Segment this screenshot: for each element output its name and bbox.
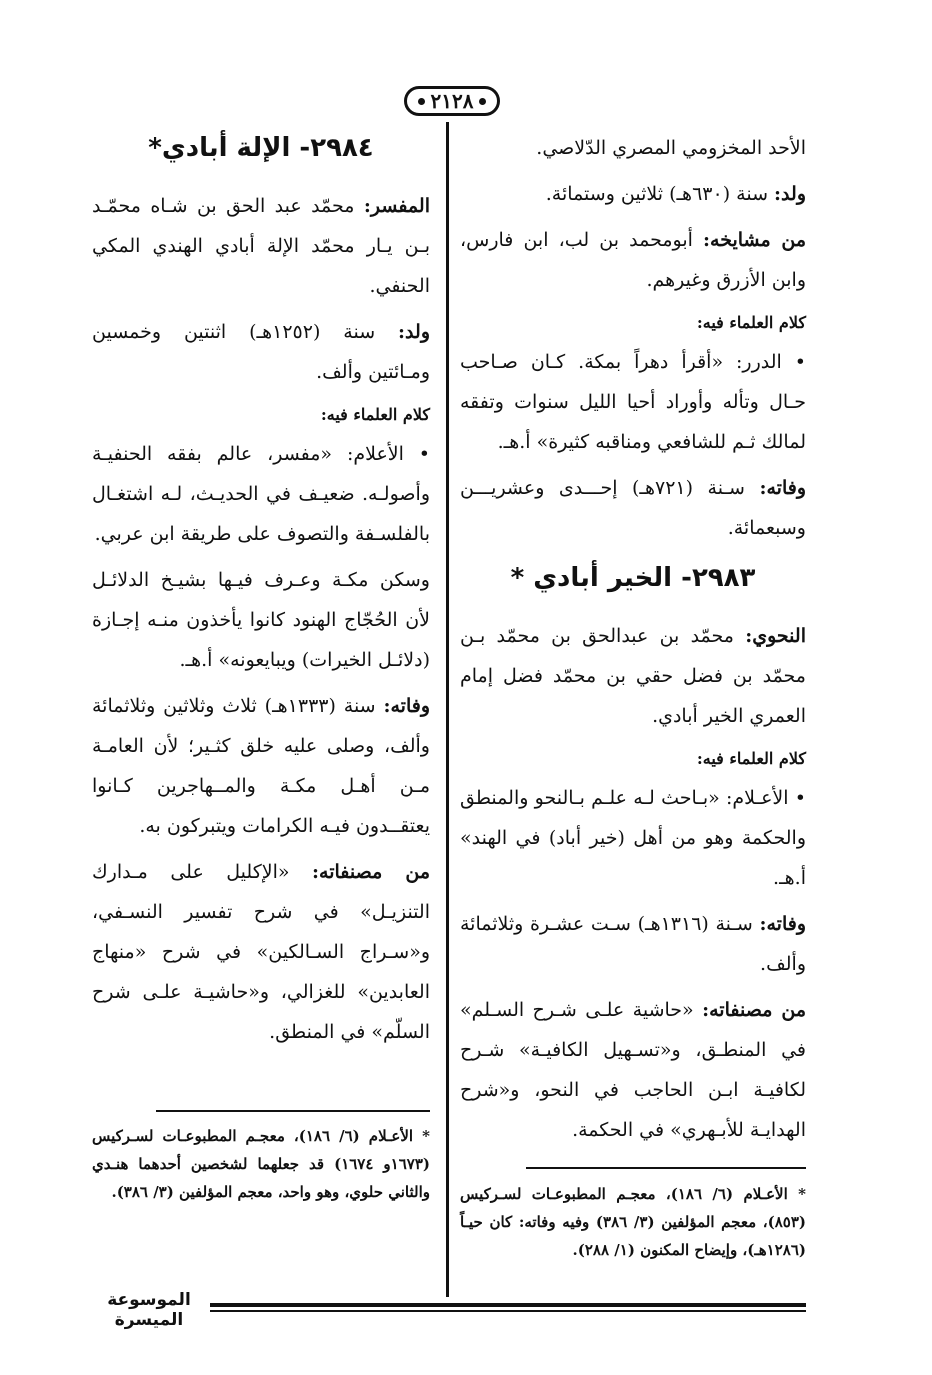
entry-title-2983: ٢٩٨٣- الخير أبادي *: [510, 563, 756, 593]
footnote-left: * الأعـلام (٦/ ١٨٦)، معجـم المطبوعـات لسـركيس (١٦٧٣و ١٦٧٤) قد جعلهما لشخصين أحدهما هنـدي والثاني حلوي، وهو واحد، معجم المؤلفين (٣/ ٣٨٦).: [92, 1127, 430, 1201]
death-paragraph: [460, 468, 806, 548]
death-label-2: وفاته:: [759, 913, 807, 935]
birth-paragraph: [460, 174, 806, 214]
teachers-label: من مشايخه:: [703, 229, 806, 251]
birth-paragraph-left: [92, 312, 430, 392]
works-text-left: «الإكليل على مـدارك التنزيـل» في شرح تفسير النسـفي، و«سـراج السـالكين» في شرح «منهاج العابدين» للغزالي، و«حاشيـة علـى شرح السلّم» في المنطق.: [92, 861, 430, 1043]
mecca-paragraph: وسكن مكـة وعـرف فيـها بشيـخ الدلائـل لأن الحُجّاج الهنود كانوا يأخذون منـه إجـازة (دلائـل الخيرات) ويبايعونه» أ.هـ.: [92, 569, 430, 671]
birth-label-left: ولد:: [398, 321, 430, 343]
encyclopedia-name: الموسوعة الميسرة: [107, 1290, 191, 1330]
ornament-dot-icon: [479, 98, 486, 105]
page-number-text: ٢١٢٨: [430, 89, 474, 113]
ornament-dot-icon: [418, 98, 425, 105]
grammarian-paragraph: [460, 616, 806, 736]
page-number: [404, 86, 500, 116]
footnote-right: * الأعـلام (٦/ ١٨٦)، معجـم المطبوعـات لسـركيس (٨٥٣)، معجم المؤلفين (٣/ ٣٨٦) وفيه وفاته: كان حيـاً (١٢٨٦هـ)، وإيضاح المكنون (١/ ٢٨٨).: [460, 1185, 807, 1259]
scholars-heading: كلام العلماء فيه:: [696, 313, 806, 332]
left-column: [92, 128, 430, 1058]
entry-title-2984: ٢٩٨٤- الإلة أبادي*: [148, 133, 374, 163]
death-paragraph-left: [92, 686, 430, 846]
death-text-left: سنة (١٣٣٣هـ) ثلاث وثلاثين وثلاثمائة وألف، وصلى عليه خلق كثـير؛ لأن العامـة مـن أهـل مكـة والمــهاجرين كـانوا يعتقــدون فيـه الكرامات ويتبركون به.: [92, 695, 430, 837]
birth-label: ولد:: [774, 183, 806, 205]
footer-rule-thick: [210, 1303, 806, 1307]
durar-quote: • الدرر: «أقرأ دهراً بمكة. كـان صـاحب حـال وتأله وأوراد أحيا الليل سنوات وتفقه لمالك ثـم للشافعي ومناقبه كثيرة» أ.هـ.: [460, 351, 806, 453]
works-label: من مصنفاته:: [702, 999, 807, 1021]
column-divider: [446, 122, 449, 1297]
exegete-paragraph: [92, 186, 430, 306]
alam-quote: • الأعـلام: «بـاحث لـه علـم بـالنحو والمنطق والحكمة وهو من أهل (خير أباد) في الهند» أ.هـ.: [460, 787, 806, 889]
exegete-text: محمّد عبد الحق بن شـاه محمّـد بـن يـار محمّد الإلة أبادي الهندي المكي الحنفي.: [92, 195, 430, 297]
birth-text: سنة (٦٣٠هـ) ثلاثين وستمائة.: [545, 183, 768, 205]
intro-line: الأحد المخزومي المصري الدّلاصي.: [536, 137, 806, 159]
teachers-text: أبومحمد بن لب، ابن فارس، وابن الأزرق وغيرهم.: [460, 229, 806, 291]
death-text-2: سـنة (١٣١٦هـ) سـت عشـرة وثلاثمائة وألف.: [460, 913, 806, 975]
grammarian-text: محمّد بن عبدالحق بن محمّد بـن محمّد بن فضل حقي بن محمّد فضل إمام العمري الخير أبادي.: [460, 625, 806, 727]
death-text: سـنة (٧٢١هـ) إحـــدى وعشريـــن وسبعمائة.: [460, 477, 806, 539]
death-paragraph-2: [460, 904, 806, 984]
teachers-paragraph: [460, 220, 806, 300]
scholars-heading-left: كلام العلماء فيه:: [320, 405, 430, 424]
death-label-left: وفاته:: [383, 695, 430, 717]
footnote-rule-right: [526, 1167, 806, 1169]
footnote-rule-left: [156, 1110, 430, 1112]
death-label: وفاته:: [759, 477, 806, 499]
works-text: «حاشية علـى شـرح السـلم» في المنطـق، و«تسـهيل الكافيـة» شـرح لكافيـة ابـن الحاجب في النحو، و«شرح الهدايـة للأبـهري» في الحكمة.: [460, 999, 806, 1141]
grammarian-label: النحوي:: [745, 625, 806, 647]
works-paragraph: [460, 990, 806, 1150]
exegete-label: المفسر:: [363, 195, 430, 217]
right-column: [460, 128, 806, 1156]
scholars-heading-2: كلام العلماء فيه:: [696, 749, 806, 768]
birth-text-left: سنة (١٢٥٢هـ) اثنتين وخمسين ومـائتين وألف.: [92, 321, 430, 383]
footer-rule-thin: [210, 1310, 806, 1312]
works-label-left: من مصنفاته:: [312, 861, 431, 883]
works-paragraph-left: [92, 852, 430, 1052]
alam-quote-left: • الأعلام: «مفسر، عالم بفقه الحنفيـة وأصولـه. ضعيـف في الحديـث، لـه اشتغـال بالفلسـفة والتصوف على طريقة ابن عربي.: [92, 443, 430, 545]
